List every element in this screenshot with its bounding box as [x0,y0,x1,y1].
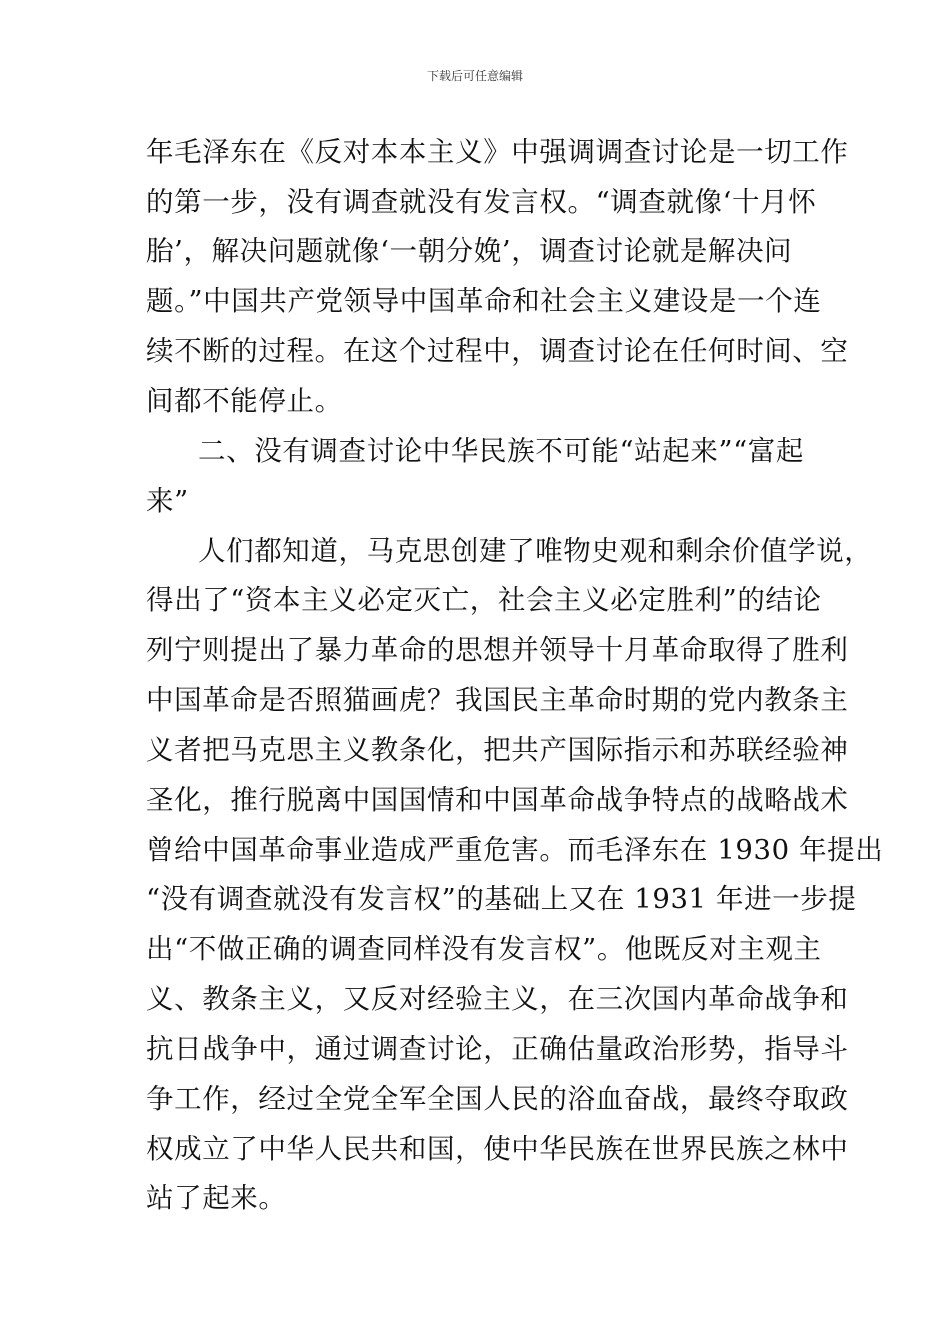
body-line: 出“不做正确的调查同样没有发言权”。他既反对主观主 [146,933,822,965]
body-line: 题。”中国共产党领导中国革命和社会主义建设是一个连 [146,285,822,317]
body-line: 得出了“资本主义必定灭亡，社会主义必定胜利”的结论 [146,584,822,616]
paragraph-start-line: 人们都知道，马克思创建了唯物史观和剩余价值学说， [198,535,873,567]
body-line: 胎’，解决问题就像‘一朝分娩’，调查讨论就是解决问 [146,235,793,267]
body-line: 间都不能停止。 [146,385,343,417]
body-line: 曾给中国革命事业造成严重危害。而毛泽东在 1930 年提出 [146,834,884,866]
body-line: 权成立了中华人民共和国，使中华民族在世界民族之林中 [146,1133,849,1165]
section-heading: 二、没有调查讨论中华民族不可能“站起来”“富起 [198,435,804,467]
body-line: 争工作，经过全党全军全国人民的浴血奋战，最终夺取政 [146,1083,849,1115]
body-line: 抗日战争中，通过调查讨论，正确估量政治形势，指导斗 [146,1033,849,1065]
body-line: 站了起来。 [146,1182,287,1214]
page-header-note: 下载后可任意编辑 [426,69,523,83]
body-line: 的第一步，没有调查就没有发言权。“调查就像‘十月怀 [146,186,817,218]
body-line: 中国革命是否照猫画虎？我国民主革命时期的党内教条主 [146,684,849,716]
body-line: 义、教条主义，又反对经验主义，在三次国内革命战争和 [146,983,849,1015]
section-heading-continuation: 来” [146,485,189,517]
body-line: 列宁则提出了暴力革命的思想并领导十月革命取得了胜利 [146,634,849,666]
body-line: 义者把马克思主义教条化，把共产国际指示和苏联经验神 [146,734,849,766]
body-line: 续不断的过程。在这个过程中，调查讨论在任何时间、空 [146,335,849,367]
body-line: 年毛泽东在《反对本本主义》中强调调查讨论是一切工作 [146,136,849,168]
body-line: “没有调查就没有发言权”的基础上又在 1931 年进一步提 [146,883,857,915]
body-line: 圣化，推行脱离中国国情和中国革命战争特点的战略战术 [146,784,849,816]
